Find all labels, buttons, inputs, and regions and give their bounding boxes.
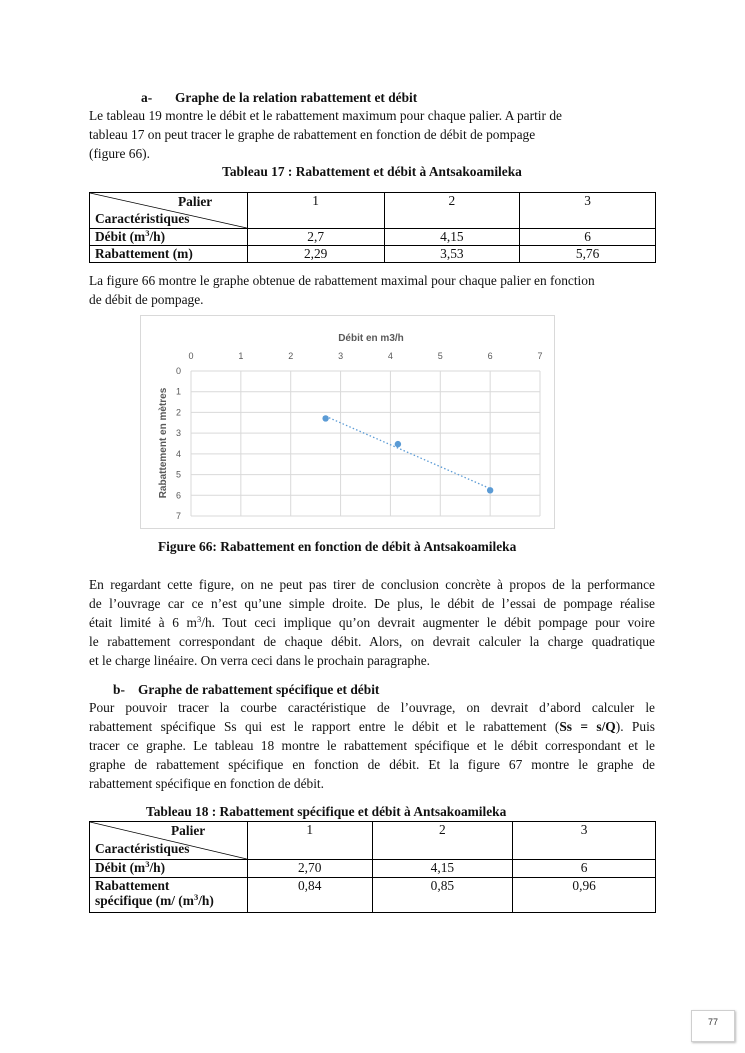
table18-cell: 2,70 (247, 860, 372, 878)
table18-row-specifique-label: Rabattement spécifique (m/ $(m^3/h)$ (90, 878, 248, 913)
fig66-intro-line-2: de débit de pompage. (89, 292, 204, 307)
x-tick-label: 7 (537, 351, 543, 361)
table17-row-debit (90, 229, 656, 246)
section-a-line-3: (figure 66). (89, 146, 150, 161)
x-tick-label: 5 (437, 351, 443, 361)
x-tick-label: 0 (188, 351, 194, 361)
chart-series (322, 415, 493, 493)
table17-row-rabattement (90, 246, 656, 263)
y-tick-label: 3 (175, 428, 181, 439)
table17-palier-3: 3 (520, 193, 656, 229)
y-tick-label: 2 (175, 407, 181, 418)
table18-palier-1: 1 (247, 822, 372, 860)
table17-row-rabattement-label: Rabattement (m) (90, 246, 248, 263)
table18-palier-2: 2 (372, 822, 513, 860)
section-a-label: a- (141, 90, 153, 105)
table18-row-specifique (90, 878, 656, 913)
table18-cell: 0,96 (513, 878, 656, 913)
table18-cell: 0,85 (372, 878, 513, 913)
conclusion-line-3: était limité à 6 $m^3/h$. Tout ceci implique qu’on devrait augmenter le débit pompage pour voire (89, 614, 656, 630)
section-b-label: b- (113, 682, 125, 697)
table17-header-row (90, 193, 656, 229)
figure66-chart (140, 315, 555, 529)
table17-corner-cell (90, 193, 248, 229)
y-tick-label: 0 (175, 366, 181, 376)
table17-palier-1: 1 (247, 193, 384, 229)
conclusion-line-1: En regardant cette figure, on ne peut pas tirer de conclusion concrète à propos de la performance (89, 577, 655, 592)
table18-corner-top: Palier (171, 823, 206, 838)
table18-cell: 6 (513, 860, 656, 878)
table17-cell: 6 (520, 229, 656, 246)
section-b-line-2: rabattement spécifique Ss qui est le rapport entre le débit et le rabattement (Ss = s/Q). Puis (89, 719, 655, 734)
section-a-line-2: tableau 17 on peut tracer le graphe de rabattement en fonction de débit de pompage (89, 127, 536, 142)
table17-cell: 4,15 (384, 229, 520, 246)
x-tick-label: 1 (238, 351, 244, 361)
data-point (395, 441, 401, 447)
conclusion-line-4: le rabattement correspondant de chaque débit. Alors, on devrait calculer la charge quadratique (89, 634, 655, 649)
section-b-title: Graphe de rabattement spécifique et débit (138, 682, 380, 697)
x-tick-label: 6 (487, 351, 493, 361)
table17-caption: Tableau 17 : Rabattement et débit à Antsakoamileka (222, 164, 522, 179)
figure66-caption: Figure 66: Rabattement en fonction de débit à Antsakoamileka (158, 539, 517, 554)
trendline (326, 416, 491, 488)
table18-header-row (90, 822, 656, 860)
y-tick-label: 4 (175, 448, 181, 459)
table18 (89, 821, 656, 913)
table17-palier-2: 2 (384, 193, 520, 229)
table18-corner-cell (90, 822, 248, 860)
y-tick-label: 7 (175, 511, 181, 521)
y-tick-label: 5 (175, 469, 181, 480)
table17-cell: 2,7 (247, 229, 384, 246)
section-a-title: Graphe de la relation rabattement et débit (175, 90, 418, 105)
table18-row-debit (90, 860, 656, 878)
section-b-line-1: Pour pouvoir tracer la courbe caractéristique de l’ouvrage, on devrait d’abord calculer le (89, 700, 655, 715)
data-point (322, 415, 328, 421)
table17-row-debit-label: Débit $(m^3/h)$ (90, 229, 248, 246)
fig66-intro-line-1: La figure 66 montre le graphe obtenue de rabattement maximal pour chaque palier en fonction (89, 273, 595, 288)
table18-caption: Tableau 18 : Rabattement spécifique et débit à Antsakoamileka (146, 804, 507, 819)
y-tick-label: 6 (175, 490, 181, 501)
table17-cell: 5,76 (520, 246, 656, 263)
table18-corner-bottom: Caractéristiques (95, 841, 190, 856)
x-tick-label: 3 (338, 351, 344, 361)
table17-cell: 2,29 (247, 246, 384, 263)
section-b-line-3: tracer ce graphe. Le tableau 18 montre le rabattement spécifique et le débit correspondant et le (89, 738, 655, 753)
table18-palier-3: 3 (513, 822, 656, 860)
chart-ylabel: Rabattement en mètres (158, 387, 169, 499)
table17-cell: 3,53 (384, 246, 520, 263)
conclusion-line-2: de l’ouvrage car ce n’est qu’une simple droite. De plus, le débit de l’essai de pompage réalise (89, 596, 655, 611)
chart-grid (191, 371, 540, 516)
page-number: 77 (691, 1010, 735, 1042)
section-a-line-1: Le tableau 19 montre le débit et le rabattement maximum pour chaque palier. A partir de (89, 108, 562, 123)
conclusion-line-5: et le charge linéaire. On verra ceci dans le prochain paragraphe. (89, 653, 431, 668)
table17-corner-top: Palier (178, 194, 213, 209)
table17 (89, 192, 656, 263)
table18-cell: 4,15 (372, 860, 513, 878)
x-tick-label: 4 (387, 351, 393, 361)
section-b-line-5: rabattement spécifique en fonction de débit. (89, 776, 324, 791)
section-b-heading (113, 681, 380, 700)
table18-cell: 0,84 (247, 878, 372, 913)
chart-title: Débit en m3/h (338, 333, 404, 344)
section-b-line-4: graphe de rabattement spécifique en fonction de débit. Et la figure 67 montre le graphe de (89, 757, 655, 772)
y-tick-label: 1 (175, 386, 181, 397)
table18-row-debit-label: Débit $(m^3/h)$ (90, 860, 248, 878)
chart-svg (141, 316, 556, 530)
x-tick-label: 2 (288, 351, 294, 361)
data-point (487, 487, 493, 493)
table17-corner-bottom: Caractéristiques (95, 211, 190, 226)
section-a-heading (141, 89, 418, 108)
